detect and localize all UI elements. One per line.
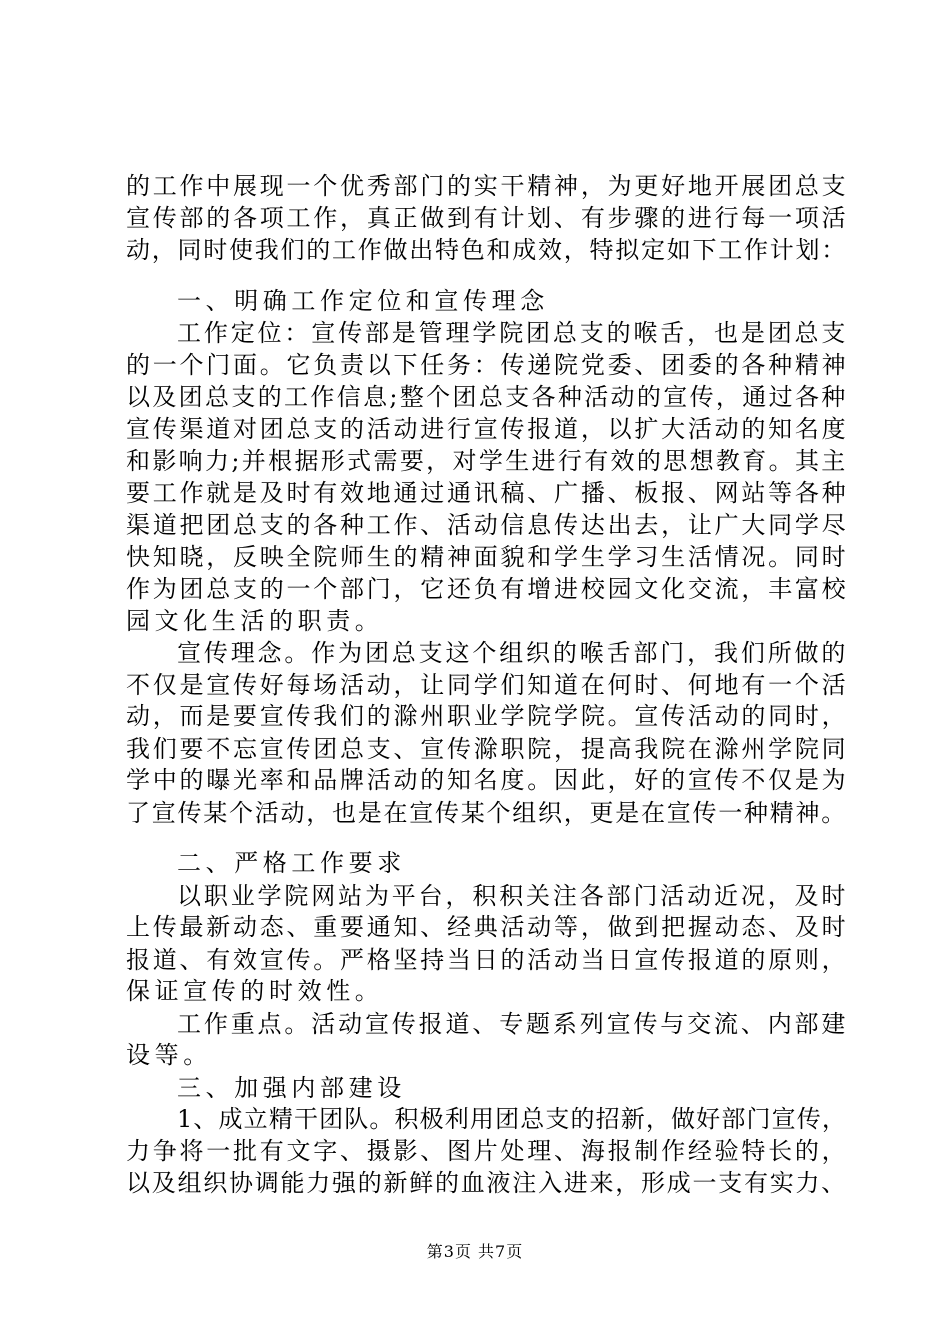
body-text-line: 快知晓，反映全院师生的精神面貌和学生学习生活情况。同时 (126, 543, 849, 572)
body-text-line: 作为团总支的一个部门，它还负有增进校园文化交流，丰富校 (126, 574, 849, 603)
body-text-line: 设等。 (126, 1041, 212, 1070)
section-heading: 一、明确工作定位和宣传理念 (177, 287, 549, 316)
body-text-line: 和影响力;并根据形式需要，对学生进行有效的思想教育。其主 (126, 446, 848, 475)
section-heading: 二、严格工作要求 (177, 849, 406, 878)
body-text-line: 宣传渠道对团总支的活动进行宣传报道，以扩大活动的知名度 (126, 415, 849, 444)
paragraph-first-line: 以职业学院网站为平台，积积关注各部门活动近况，及时 (177, 881, 849, 910)
paragraph-first-line: 宣传理念。作为团总支这个组织的喉舌部门，我们所做的 (177, 638, 849, 667)
body-text-line: 宣传部的各项工作，真正做到有计划、有步骤的进行每一项活 (126, 204, 849, 233)
paragraph-first-line: 工作定位：宣传部是管理学院团总支的喉舌，也是团总支 (177, 318, 849, 347)
page-number-footer: 第3页 共7页 (426, 1242, 524, 1261)
body-text-line: 力争将一批有文字、摄影、图片处理、海报制作经验特长的， (126, 1137, 849, 1166)
body-text-line: 报道、有效宣传。严格坚持当日的活动当日宣传报道的原则， (126, 945, 849, 974)
body-text-line: 动，而是要宣传我们的滁州职业学院学院。宣传活动的同时， (126, 702, 849, 731)
body-text-line: 的一个门面。它负责以下任务：传递院党委、团委的各种精神 (126, 351, 849, 380)
body-text-line: 学中的曝光率和品牌活动的知名度。因此，好的宣传不仅是为 (126, 766, 849, 795)
body-text-line: 动，同时使我们的工作做出特色和成效，特拟定如下工作计划： (126, 235, 847, 264)
body-text-line: 了宣传某个活动，也是在宣传某个组织，更是在宣传一种精神。 (126, 798, 847, 827)
body-text-line: 保证宣传的时效性。 (126, 977, 384, 1006)
body-text-line: 上传最新动态、重要通知、经典活动等，做到把握动态、及时 (126, 913, 849, 942)
body-text-line: 园文化生活的职责。 (126, 607, 384, 635)
body-text-line: 要工作就是及时有效地通过通讯稿、广播、板报、网站等各种 (126, 479, 849, 508)
body-text-line: 的工作中展现一个优秀部门的实干精神，为更好地开展团总支 (126, 172, 849, 200)
body-text-line: 渠道把团总支的各种工作、活动信息传达出去，让广大同学尽 (126, 510, 849, 539)
paragraph-first-line: 工作重点。活动宣传报道、专题系列宣传与交流、内部建 (177, 1009, 849, 1038)
body-text-line: 我们要不忘宣传团总支、宣传滁职院，提高我院在滁州学院同 (126, 734, 849, 763)
section-heading: 三、加强内部建设 (177, 1073, 406, 1102)
body-text-line: 以及组织协调能力强的新鲜的血液注入进来，形成一支有实力、 (126, 1169, 847, 1197)
body-text-line: 不仅是宣传好每场活动，让同学们知道在何时、何地有一个活 (126, 670, 849, 699)
paragraph-first-line: 1、成立精干团队。积极利用团总支的招新，做好部门宣传， (177, 1105, 848, 1134)
body-text-line: 以及团总支的工作信息;整个团总支各种活动的宣传，通过各种 (126, 382, 848, 411)
